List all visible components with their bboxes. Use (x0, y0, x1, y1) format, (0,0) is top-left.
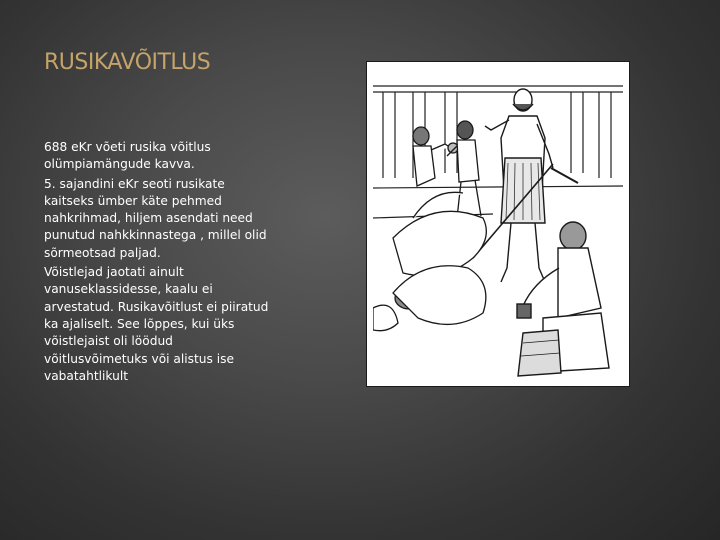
greek-boxing-illustration-icon (373, 68, 623, 380)
slide-body (44, 139, 274, 387)
paragraph-olympic-inclusion: 688 eKr võeti rusika võitlus olümpiamängude kavva. (44, 140, 211, 172)
paragraph-rules: Võistlejad jaotati ainult vanuseklassidesse, kaalu ei arvestatud. Rusikavõitlust ei piiratud ka ajaliselt. See lõppes, kui üks võistlejaist oli löödud võitlusvõimetuks või alistus ise vabatahtlikult (44, 265, 269, 383)
illustration-frame (366, 61, 630, 387)
paragraph-hand-wraps: 5. sajandini eKr seoti rusikate kaitseks ümber käte pehmed nahkrihmad, hiljem asendati need punutud nahkkinnastega , millel olid sõrmeotsad paljad. (44, 176, 267, 260)
slide-title: RUSIKAVÕITLUS (44, 50, 211, 75)
